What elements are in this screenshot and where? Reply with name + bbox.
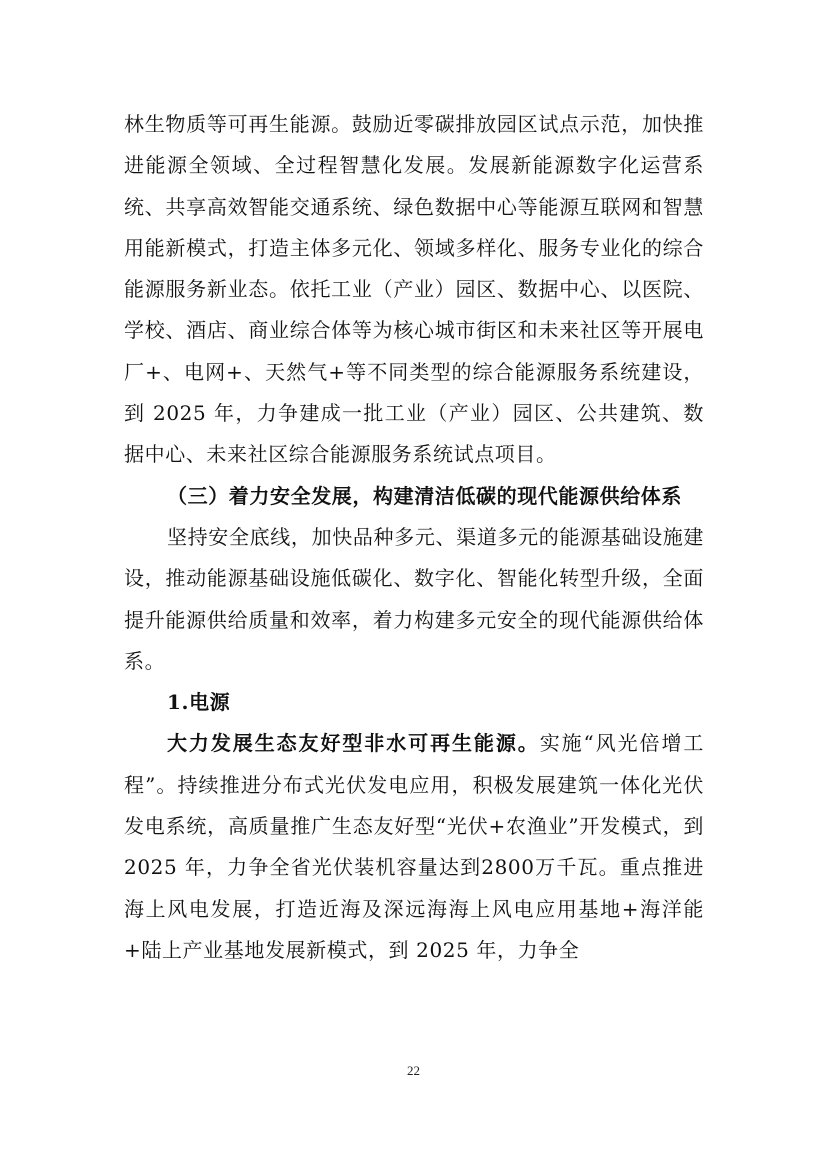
section-heading: （三）着力安全发展，构建清洁低碳的现代能源供给体系 xyxy=(167,483,682,508)
page-number: 22 xyxy=(407,1063,420,1078)
body-text xyxy=(124,104,704,971)
paragraph-1: 林生物质等可再生能源。鼓励近零碳排放园区试点示范，加快推进能源全领域、全过程智慧化发展。发展新能源数字化运营系统、共享高效智能交通系统、绿色数据中心等能源互联网和智慧用能新模式，打造主体多元化、领域多样化、服务专业化的综合能源服务新业态。依托工业（产业）园区、数据中心、以医院、学校、酒店、商业综合体等为核心城市街区和未来社区等开展电厂+、电网+、天然气+等不同类型的综合能源服务系统建设，到 2025 年，力争建成一批工业（产业）园区、公共建筑、数据中心、未来社区综合能源服务系统试点项目。 xyxy=(124,112,704,467)
subheading-power: 1.电源 xyxy=(167,690,231,715)
paragraph-3-body: 实施“风光倍增工程”。持续推进分布式光伏发电应用，积极发展建筑一体化光伏发电系统，高质量推广生态友好型“光伏+农渔业”开发模式，到2025 年，力争全省光伏装机容量达到2800万千瓦。重点推进海上风电发展，打造近海及深远海海上风电应用基地+海洋能+陆上产业基地发展新模式，到 2025 年，力争全 xyxy=(124,731,704,962)
paragraph-3-lead: 大力发展生态友好型非水可再生能源。 xyxy=(167,731,540,756)
paragraph-3 xyxy=(124,723,704,971)
paragraph-2: 坚持安全底线，加快品种多元、渠道多元的能源基础设施建设，推动能源基础设施低碳化、数字化、智能化转型升级，全面提升能源供给质量和效率，着力构建多元安全的现代能源供给体系。 xyxy=(124,524,704,673)
